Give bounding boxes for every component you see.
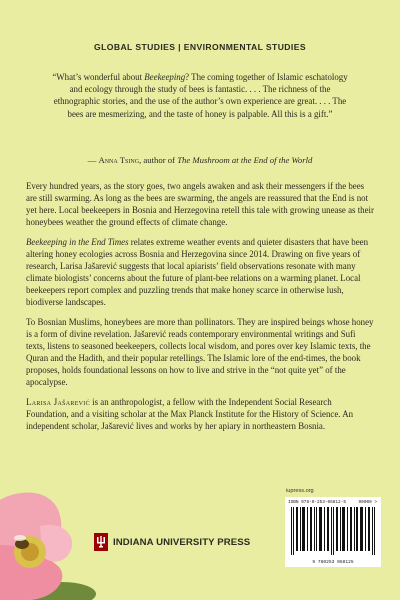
quote-text: ? The coming together of Islamic eschatology and ecology through the study of bees is fantastic. . . . The richness of the ethnographic stories, and the use of the author’s own experience are great. . . . The bees are mesmerizing, and the taste of honey is palpable. All this is a gift.” — [53, 72, 348, 119]
endorser-role: , author of — [139, 155, 178, 165]
barcode-bars — [289, 507, 377, 555]
price-code: 90000 > — [358, 500, 377, 505]
description-paragraph-1: Every hundred years, as the story goes, two angels awaken and ask their messengers if the bees are still swarming. As long as the bees are swarming, the angels are reassured that the End is not yet here. Local beekeepers in Bosnia and Herzegovina retell this tale with growing unease as their honeybees weather the ground effects of climate change. — [26, 181, 374, 227]
endorsement-quote — [52, 71, 348, 120]
paragraph-2-text: relates extreme weather events and quieter disasters that have been altering honey ecologies across Bosnia and Herzegovina since 2014. Drawing on five years of research, Larisa Jašarević suggests that local apiarists’ field observations resonate with many climate biologists’ concerns about the future of plant-bee relations on a warming planet. Local beekeepers report complex and puzzling trends that make honey scarce in otherwise lush, biodiverse landscapes. — [26, 237, 369, 307]
isbn-barcode — [285, 497, 381, 567]
quote-book-title: Beekeeping — [144, 72, 186, 82]
isbn-label: ISBN 978-0-253-06812-5 — [288, 500, 346, 505]
iu-trident-icon — [94, 533, 108, 551]
book-description — [26, 181, 376, 441]
endorser-name: Anna Tsing — [98, 155, 140, 165]
isbn-digits: 9 780253 068125 — [312, 560, 354, 565]
endorser-book: The Mushroom at the End of the World — [177, 155, 313, 165]
book-title: Beekeeping in the End Times — [26, 237, 129, 248]
quote-open: “What’s wonderful about — [52, 72, 145, 82]
flower-with-bee-image — [0, 486, 100, 600]
author-name: Larisa Jašarević — [26, 397, 90, 407]
endorsement-attribution — [30, 155, 370, 165]
bee-wing — [14, 535, 26, 541]
publisher-logo — [94, 533, 250, 551]
description-paragraph-2 — [26, 237, 376, 308]
description-paragraph-3: To Bosnian Muslims, honeybees are more than pollinators. They are inspired beings whose honey is a form of divine revelation. Jašarević reads contemporary environmental writings and Sufi texts, listens to seasoned beekeepers, collects local wisdom, and pores over key Islamic texts, the Quran and the Hadith, and their popular retellings. The Islamic lore of the end-times, the book proposes, holds foundational lessons on how to live and strive in the “not quite yet” of the apocalypse. — [26, 317, 374, 387]
publisher-url[interactable]: iupress.org — [286, 488, 314, 494]
attribution-dash: — — [87, 155, 99, 165]
subject-category: GLOBAL STUDIES | ENVIRONMENTAL STUDIES — [94, 42, 306, 52]
author-bio-text: is an anthropologist, a fellow with the Independent Social Research Foundation, and a visiting scholar at the Max Planck Institute for the History of Science. An independent scholar, Jašarević lives and works by her apiary in northeastern Bosnia. — [26, 397, 354, 431]
publisher-name: INDIANA UNIVERSITY PRESS — [113, 536, 251, 548]
author-bio — [26, 397, 376, 433]
